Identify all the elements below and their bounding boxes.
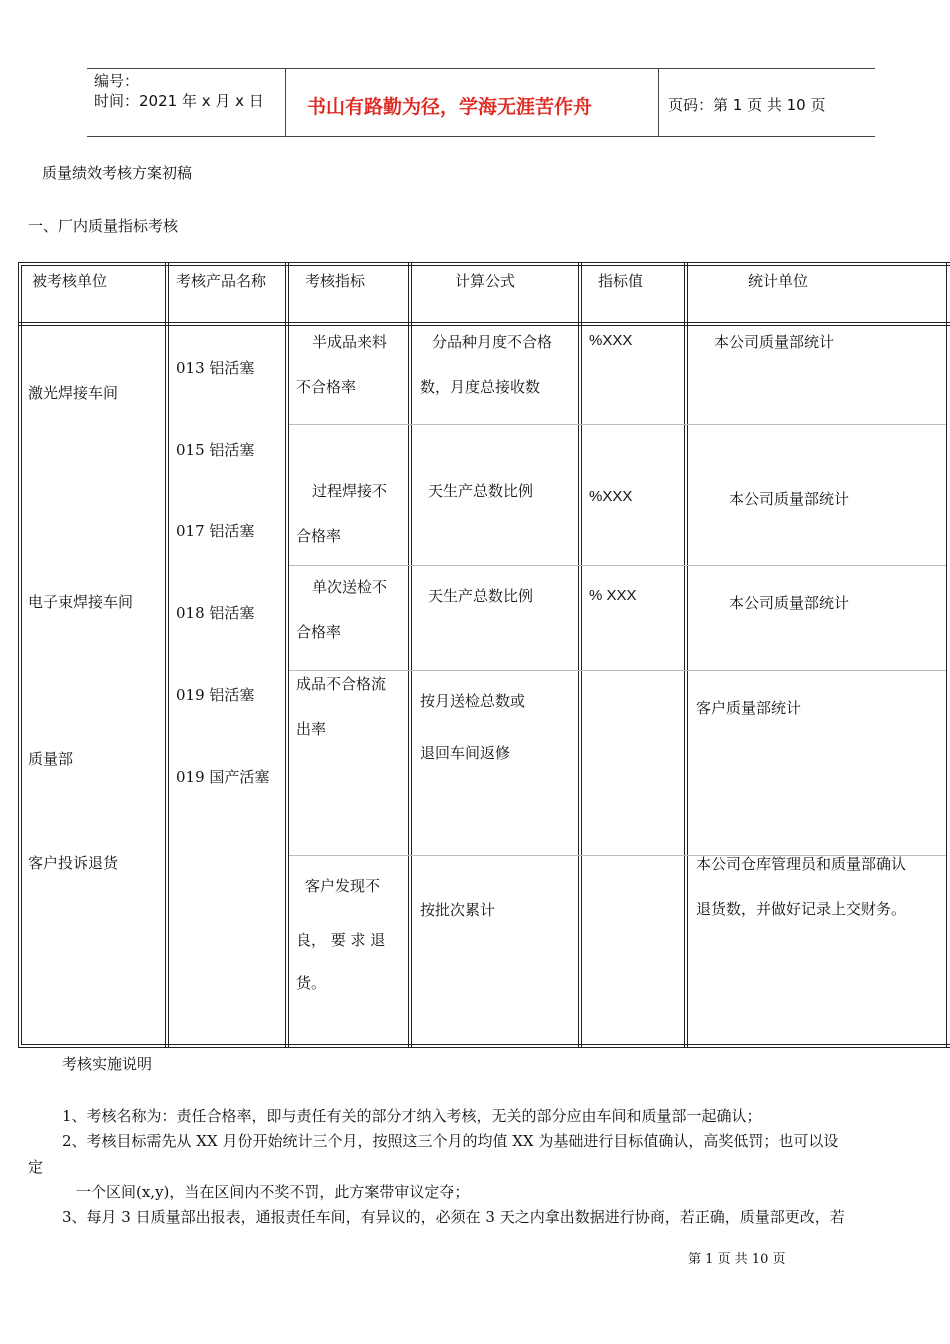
- stat-cell: 本公司质量部统计: [714, 333, 835, 351]
- row-sep-1: [289, 424, 946, 425]
- stat-line: 退货数，并做好记录上交财务。: [696, 900, 907, 918]
- indicator-line: 客户发现不: [305, 877, 381, 895]
- value-cell: % XXX: [589, 587, 637, 604]
- indicator-line: 良， 要 求 退: [296, 931, 386, 949]
- formula-line: 按批次累计: [420, 901, 496, 919]
- page-footer: 第 1 页 共 10 页: [688, 1252, 786, 1267]
- formula-line: 天生产总数比例: [428, 482, 534, 500]
- indicator-line: 单次送检不: [312, 578, 388, 596]
- unit-quality-dept: 质量部: [28, 750, 74, 768]
- product-item: 015 铝活塞: [176, 441, 255, 459]
- col-sep-1b: [168, 262, 169, 1048]
- header-row-rule-inner: [18, 325, 950, 326]
- header-bottom-rule: [87, 136, 875, 137]
- indicator-line: 出率: [296, 720, 327, 738]
- formula-line: 分品种月度不合格: [432, 333, 553, 351]
- table-border-left-inner: [21, 265, 22, 1045]
- table-border-bottom-inner: [21, 1044, 950, 1045]
- note-2: 2、考核目标需先从 XX 月份开始统计三个月，按照这三个月的均值 XX 为基础进行目标值确认，高奖低罚；也可以设: [62, 1132, 839, 1150]
- product-item: 013 铝活塞: [176, 359, 255, 377]
- table-border-top: [18, 262, 950, 263]
- stat-cell: 客户质量部统计: [696, 699, 802, 717]
- col-sep-2b: [288, 262, 289, 1048]
- indicator-line: 成品不合格流: [296, 675, 387, 693]
- th-indicator: 考核指标: [305, 272, 366, 290]
- col-sep-1: [165, 262, 166, 1048]
- product-item: 019 铝活塞: [176, 686, 255, 704]
- product-item: 017 铝活塞: [176, 522, 255, 540]
- th-stat: 统计单位: [748, 272, 809, 290]
- note-2-wrap: 定: [28, 1158, 44, 1176]
- table-border-bottom: [18, 1047, 950, 1048]
- formula-line: 退回车间返修: [420, 744, 511, 762]
- stat-line: 本公司仓库管理员和质量部确认: [696, 855, 907, 873]
- row-sep-2: [289, 565, 946, 566]
- header-time-label: 时间：2021 年 x 月 x 日: [94, 92, 264, 110]
- unit-ebeam-welding: 电子束焊接车间: [28, 593, 134, 611]
- th-formula: 计算公式: [455, 272, 516, 290]
- stat-cell: 本公司质量部统计: [729, 594, 850, 612]
- header-motto: 书山有路勤为径，学海无涯苦作舟: [307, 96, 593, 118]
- indicator-line: 过程焊接不: [312, 482, 388, 500]
- col-sep-3b: [411, 262, 412, 1048]
- col-sep-5b: [687, 262, 688, 1048]
- col-sep-3: [408, 262, 409, 1048]
- unit-laser-welding: 激光焊接车间: [28, 384, 119, 402]
- th-product: 考核产品名称: [176, 272, 267, 290]
- value-cell: %XXX: [589, 488, 633, 505]
- section-heading-1: 一、厂内质量指标考核: [28, 217, 179, 235]
- stat-cell: 本公司质量部统计: [729, 490, 850, 508]
- col-sep-4b: [581, 262, 582, 1048]
- table-border-left: [18, 262, 19, 1048]
- indicator-line: 半成品来料: [312, 333, 388, 351]
- formula-line: 数，月度总接收数: [420, 378, 541, 396]
- header-number-label: 编号：: [94, 72, 140, 90]
- col-sep-2: [285, 262, 286, 1048]
- formula-line: 按月送检总数或: [420, 692, 526, 710]
- note-3: 3、每月 3 日质量部出报表，通报责任车间，有异议的，必须在 3 天之内拿出数据进行协商，若正确，质量部更改，若: [62, 1208, 845, 1226]
- th-unit: 被考核单位: [32, 272, 108, 290]
- col-sep-4: [578, 262, 579, 1048]
- document-title: 质量绩效考核方案初稿: [42, 164, 193, 182]
- header-page-info: 页码：第 1 页 共 10 页: [668, 96, 826, 114]
- indicator-line: 合格率: [296, 527, 342, 545]
- value-cell: %XXX: [589, 332, 633, 349]
- indicator-line: 合格率: [296, 623, 342, 641]
- header-row-rule: [18, 322, 950, 323]
- indicator-line: 货。: [296, 974, 327, 992]
- notes-heading: 考核实施说明: [62, 1055, 153, 1073]
- table-border-right: [946, 262, 947, 1048]
- th-value: 指标值: [598, 272, 644, 290]
- indicator-line: 不合格率: [296, 378, 357, 396]
- product-item: 018 铝活塞: [176, 604, 255, 622]
- table-border-top-inner: [21, 265, 950, 266]
- col-sep-5: [684, 262, 685, 1048]
- note-1: 1、考核名称为：责任合格率，即与责任有关的部分才纳入考核，无关的部分应由车间和质量部一起确认；: [62, 1107, 762, 1125]
- header-divider-left: [285, 69, 286, 136]
- formula-line: 天生产总数比例: [428, 587, 534, 605]
- header-top-rule: [87, 68, 875, 69]
- unit-customer-returns: 客户投诉退货: [28, 854, 119, 872]
- product-item: 019 国产活塞: [176, 768, 270, 786]
- row-sep-3: [289, 670, 946, 671]
- header-divider-right: [658, 69, 659, 136]
- note-2-cont: 一个区间(x,y)，当在区间内不奖不罚，此方案带审议定夺；: [76, 1183, 470, 1201]
